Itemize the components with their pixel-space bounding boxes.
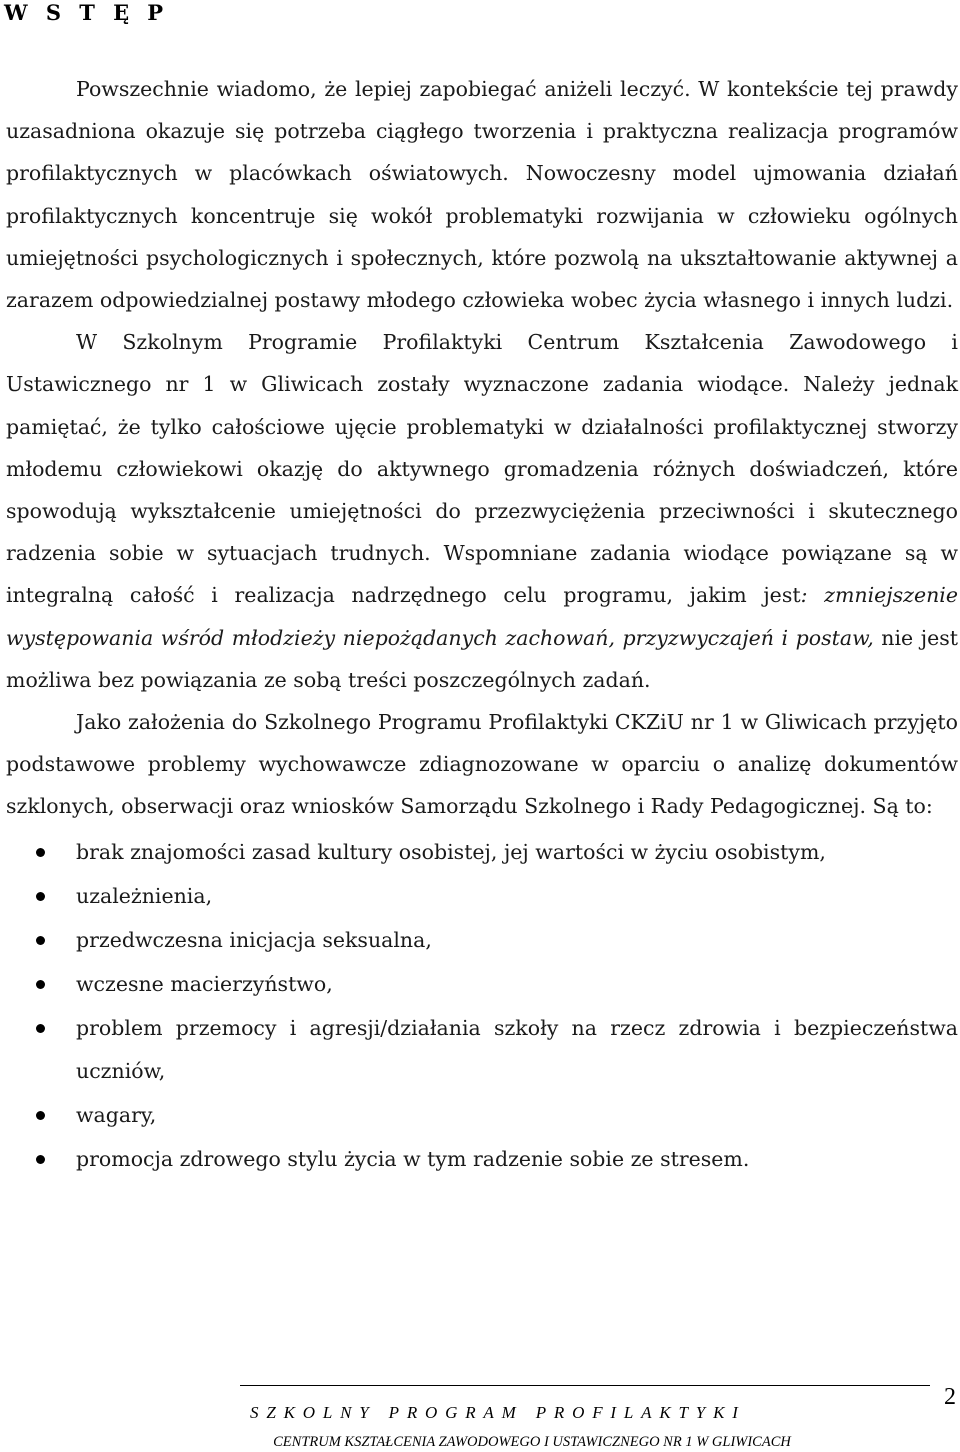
- paragraph-program-text: W Szkolnym Programie Profilaktyki Centrum Kształcenia Zawodowego i Ustawicznego nr 1 w Gliwicach zostały wyznaczone zadania wiodące. Należy jednak pamiętać, że tylko całościowe ujęcie problematyki w działalności profilaktycznej stworzy młodemu człowiekowi okazję do aktywnego gromadzenia różnych doświadczeń, które spowodują wykształcenie umiejętności do przezwyciężenia przeciwności i skutecznego radzenia sobie w sytuacjach trudnych. Wspomniane zadania wiodące powiązane są w integralną całość i realizacja nadrzędnego celu programu, jakim jest: [6, 330, 958, 608]
- footer-divider: [240, 1385, 930, 1386]
- footer-subtitle: CENTRUM KSZTAŁCENIA ZAWODOWEGO I USTAWICZNEGO NR 1 W GLIWICACH: [273, 1434, 791, 1450]
- list-item: [6, 831, 958, 873]
- list-item: [6, 1007, 958, 1091]
- bullet-icon: [36, 1024, 45, 1033]
- list-item-text: problem przemocy i agresji/działania szkoły na rzecz zdrowia i bezpieczeństwa uczniów,: [76, 1016, 958, 1083]
- list-item-text: brak znajomości zasad kultury osobistej, jej wartości w życiu osobistym,: [76, 839, 826, 864]
- paragraph-assumptions: Jako założenia do Szkolnego Programu Profilaktyki CKZiU nr 1 w Gliwicach przyjęto podstawowe problemy wychowawcze zdiagnozowane w oparciu o analizę dokumentów szklonych, obserwacji oraz wniosków Samorządu Szkolnego i Rady Pedagogicznej. Są to:: [6, 710, 958, 819]
- paragraph-program-tail: nie jest możliwa bez powiązania ze sobą treści poszczególnych zadań.: [6, 625, 959, 692]
- list-item-text: promocja zdrowego stylu życia w tym radzenie sobie ze stresem.: [76, 1147, 750, 1172]
- bullet-icon: [36, 1111, 45, 1120]
- footer-title: SZKOLNY PROGRAM PROFILAKTYKI: [250, 1403, 746, 1422]
- paragraph-program: [6, 321, 958, 701]
- list-item: [6, 1094, 958, 1136]
- body-text: [6, 68, 958, 1182]
- page-number: 2: [944, 1384, 956, 1410]
- list-item: [6, 1138, 958, 1180]
- section-heading: W S T Ę P: [4, 0, 169, 25]
- list-item-text: przedwczesna inicjacja seksualna,: [76, 928, 432, 953]
- list-item: [6, 963, 958, 1005]
- list-item-text: uzależnienia,: [76, 883, 213, 908]
- list-item-text: wagary,: [76, 1102, 157, 1127]
- bullet-icon: [36, 1155, 45, 1164]
- list-item: [6, 875, 958, 917]
- bullet-icon: [36, 936, 45, 945]
- paragraph-intro: Powszechnie wiadomo, że lepiej zapobiegać aniżeli leczyć. W kontekście tej prawdy uzasadniona okazuje się potrzeba ciągłego tworzenia i praktyczna realizacja programów profilaktycznych w placówkach oświatowych. Nowoczesny model ujmowania działań profilaktycznych koncentruje się wokół problematyki rozwijania w człowieku ogólnych umiejętności psychologicznych i społecznych, które pozwolą na ukształtowanie aktywnej a zarazem odpowiedzialnej postawy młodego człowieka wobec życia własnego i innych ludzi.: [6, 77, 958, 313]
- bullet-icon: [36, 848, 45, 857]
- bullet-icon: [36, 892, 45, 901]
- list-item: [6, 919, 958, 961]
- paragraph-program-emphasis: : zmniejszenie występowania wśród młodzieży niepożądanych zachowań, przyzwyczajeń i postaw,: [6, 583, 958, 650]
- bullet-icon: [36, 980, 45, 989]
- list-item-text: wczesne macierzyństwo,: [76, 972, 333, 997]
- problems-list: [6, 831, 958, 1181]
